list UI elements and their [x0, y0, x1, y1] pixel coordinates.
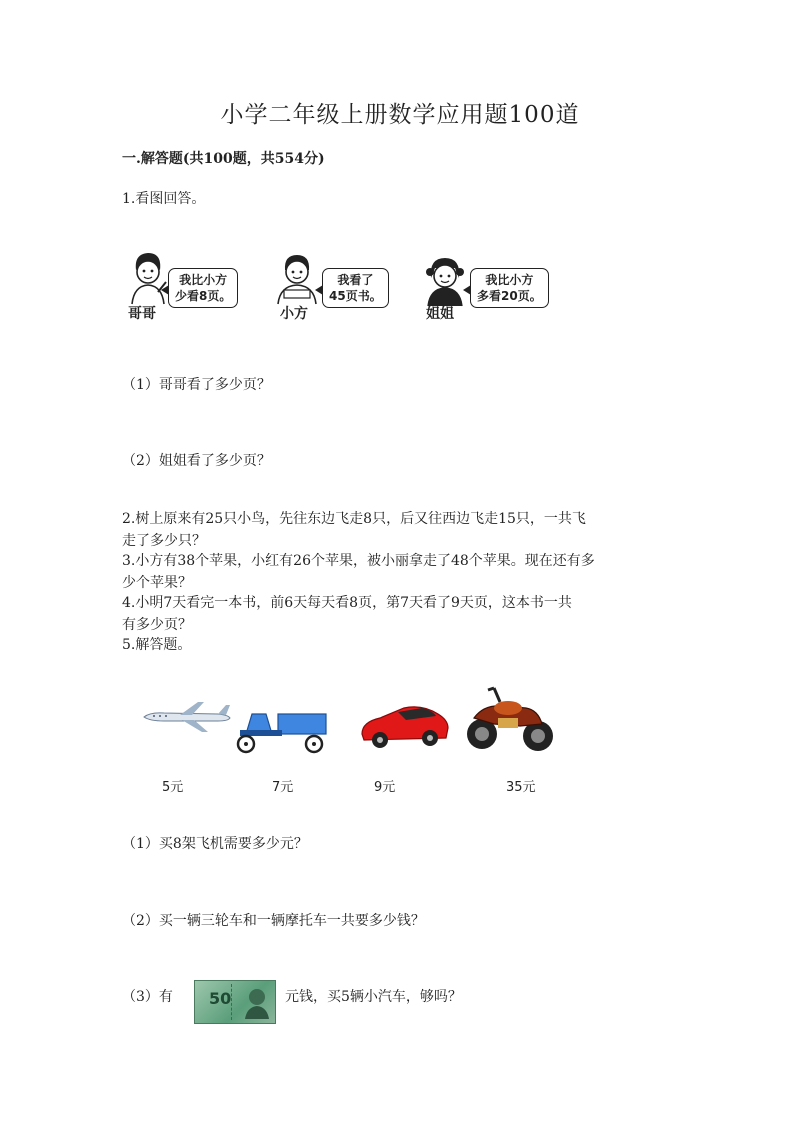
price-label: 5元 — [162, 780, 184, 795]
kid-name: 姐姐 — [426, 306, 454, 322]
question-1-sub-2: （2）姐姐看了多少页？ — [122, 453, 271, 469]
car-icon — [358, 696, 450, 752]
question-line: 有多少页？ — [122, 617, 192, 633]
question-5-sub-3-suffix: 元钱，买5辆小汽车，够吗？ — [285, 989, 462, 1005]
portrait-icon — [243, 985, 271, 1019]
speech-line: 我比小方 — [179, 273, 228, 287]
question-5-sub-3-prefix: （3）有 — [122, 989, 173, 1005]
question-5-sub-1: （1）买8架飞机需要多少元？ — [122, 836, 308, 852]
girl-figure-icon — [422, 254, 468, 308]
speech-bubble — [168, 268, 238, 308]
speech-line: 我看了 — [337, 273, 374, 287]
speech-line: 45页书。 — [329, 289, 382, 303]
question-5-prompt: 5.解答题。 — [122, 637, 192, 653]
section-heading: 一.解答题(共100题，共554分) — [122, 151, 325, 167]
speech-line: 少看8页。 — [175, 289, 232, 303]
price-label: 35元 — [506, 780, 536, 795]
question-5-sub-2: （2）买一辆三轮车和一辆摩托车一共要多少钱？ — [122, 913, 425, 929]
banknote-value: 50 — [209, 989, 232, 1008]
speech-line: 我比小方 — [485, 273, 534, 287]
question-line: 4.小明7天看完一本书，前6天每天看8页，第7天看了9天页，这本书一共 — [122, 595, 572, 611]
question-2 — [122, 508, 586, 552]
question-1-sub-1: （1）哥哥看了多少页？ — [122, 377, 271, 393]
question-line: 走了多少只？ — [122, 533, 206, 549]
price-label: 7元 — [272, 780, 294, 795]
boy-figure-icon — [274, 250, 320, 306]
speech-bubble — [470, 268, 549, 308]
motorcycle-icon — [464, 684, 556, 756]
airplane-icon — [140, 700, 232, 734]
page-title: 小学二年级上册数学应用题100道 — [220, 102, 580, 128]
question-1-prompt: 1.看图回答。 — [122, 191, 206, 207]
question-4 — [122, 592, 572, 636]
question-3 — [122, 550, 595, 594]
speech-line: 多看20页。 — [477, 289, 542, 303]
kid-name: 小方 — [280, 306, 308, 322]
question-1-figure — [120, 244, 550, 328]
question-line: 3.小方有38个苹果，小红有26个苹果，被小丽拿走了48个苹果。现在还有多 — [122, 553, 595, 569]
question-line: 2.树上原来有25只小鸟，先往东边飞走8只，后又往西边飞走15只，一共飞 — [122, 511, 586, 527]
question-line: 少个苹果？ — [122, 575, 192, 591]
tricycle-icon — [232, 708, 330, 754]
boy-figure-icon — [126, 248, 172, 306]
speech-bubble — [322, 268, 389, 308]
price-label: 9元 — [374, 780, 396, 795]
kid-name: 哥哥 — [128, 306, 156, 322]
banknote-image — [194, 980, 276, 1024]
